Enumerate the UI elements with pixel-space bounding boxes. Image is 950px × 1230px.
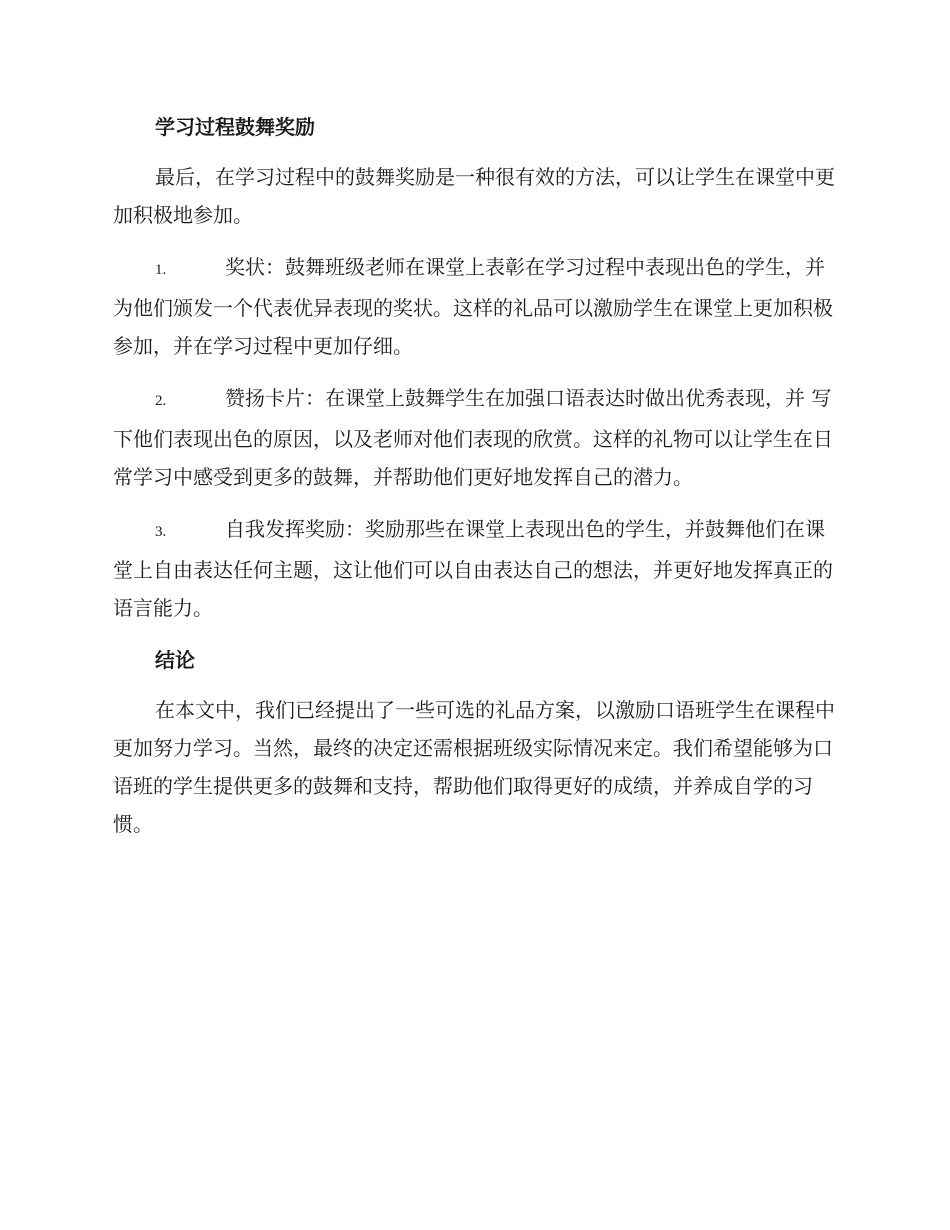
list-item	[113, 379, 838, 496]
list-item-text: 奖状：鼓舞班级老师在课堂上表彰在学习过程中表现出色的学生，并为他们颁发一个代表优异表现的奖状。这样的礼品可以激励学生在课堂上更加积极参加，并在学习过程中更加仔细。	[113, 255, 833, 358]
list-item-number: 2.	[155, 393, 167, 409]
section-heading-conclusion: 结论	[155, 648, 195, 672]
list-item-number: 3.	[155, 524, 167, 540]
list-item	[113, 248, 838, 365]
conclusion-paragraph: 在本文中，我们已经提出了一些可选的礼品方案，以激励口语班学生在课程中更加努力学习。当然，最终的决定还需根据班级实际情况来定。我们希望能够为口语班的学生提供更多的鼓舞和支持，帮助他们取得更好的成绩，并养成自学的习惯。	[113, 698, 835, 836]
list-item-number: 1.	[155, 262, 167, 278]
document-body	[113, 108, 838, 857]
list-item-text: 自我发挥奖励：奖励那些在课堂上表现出色的学生，并鼓舞他们在课堂上自由表达任何主题，这让他们可以自由表达自己的想法，并更好地发挥真正的语言能力。	[113, 517, 833, 620]
section-intro-paragraph: 最后，在学习过程中的鼓舞奖励是一种很有效的方法，可以让学生在课堂中更加积极地参加。	[113, 165, 835, 227]
section-heading-encouragement: 学习过程鼓舞奖励	[155, 115, 315, 139]
list-item	[113, 510, 838, 627]
list-item-text: 赞扬卡片：在课堂上鼓舞学生在加强口语表达时做出优秀表现，并 写下他们表现出色的原因，以及老师对他们表现的欣赏。这样的礼物可以让学生在日常学习中感受到更多的鼓舞，并帮助他们更好地发挥自己的潜力。	[113, 386, 833, 489]
